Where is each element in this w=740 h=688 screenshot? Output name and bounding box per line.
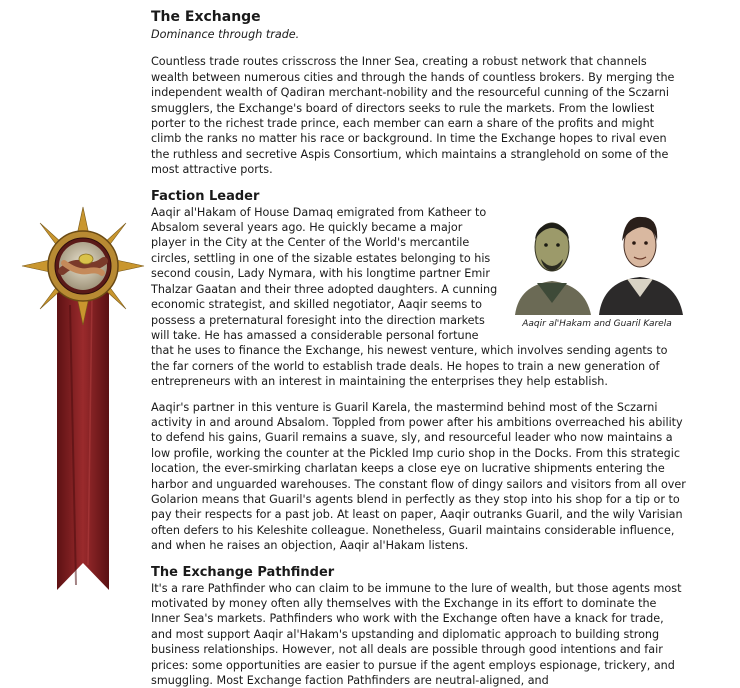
portrait-illustration xyxy=(507,207,687,317)
partner-paragraph: Aaqir's partner in this venture is Guaril Karela, the mastermind behind most of the Sczarni activity in and around Absalom. Toppled from power after his ambitions overreached his ability to defend his gains, Guaril remains a suave, sly, and resourceful leader who now maintains a low profile, working the counter at the Pickled Imp curio shop in the Docks. From this strategic location, the ever-smirking charlatan keeps a close eye on lucrative shipments entering the harbor and unguarded warehouses. The constant flow of dingy sailors and visitors from all over Golarion means that Guaril's agents blend in perfectly as they stop into his shop for a tip or to pay their respects for a past job. At least on paper, Aaqir outranks Guaril, and the wily Varisian often defers to his Keleshite colleague. Nonetheless, Guaril maintains considerable influence, and when he raises an objection, Aaqir al'Hakam listens. xyxy=(151,400,686,553)
pathfinder-paragraph: It's a rare Pathfinder who can claim to be immune to the lure of wealth, but those agents most motivated by money often ally themselves with the Exchange in its effort to dominate the Inner Sea's markets. Pathfinders who work with the Exchange often have a knack for trade, and most support Aaqir al'Hakam's upstanding and diplomatic approach to building strong business relationships. However, not all deals are possible through good intentions and fair prices: some opportunities are easier to pursue if the agent employs espionage, trickery, and smuggling. Most Exchange faction Pathfinders are neutral-aligned, and xyxy=(151,581,682,688)
faction-leader-heading: Faction Leader xyxy=(151,188,260,204)
document-body xyxy=(151,8,687,688)
aaqir-portrait xyxy=(515,223,591,315)
guaril-portrait xyxy=(599,217,683,315)
page-title: The Exchange xyxy=(151,9,261,25)
pathfinder-heading: The Exchange Pathfinder xyxy=(151,564,335,580)
leader-paragraph: Aaqir al'Hakam of House Damaq emigrated from Katheer to Absalom several years ago. He quickly became a major player in the City at the Center of the World's mercantile circles, settling in one of the sizable estates belonging to his second cousin, Lady Nymara, with his longtime partner Emir Thalzar Gaatan and their three adopted daughters. A cunning economic strategist, and skilled negotiator, Aaqir seems to possess a preternatural foresight into the direction markets will take. He has amassed a considerable personal fortune that he uses to finance the Exchange, his newest venture, which involves sending agents to the far corners of the world to establish trade deals. He hopes to train a new generation of entrepreneurs with an interest in maintaining the enterprises they help establish. xyxy=(151,205,668,389)
faction-banner xyxy=(22,205,144,595)
intro-paragraph: Countless trade routes crisscross the Inner Sea, creating a robust network that channels wealth between numerous cities and through the hands of countless brokers. By merging the independent wealth of Qadiran merchant-nobility and the resourceful cunning of the Sczarni smugglers, the Exchange's board of directors seeks to rule the markets. From the lowliest porter to the richest trade prince, each member can earn a share of the profits and might climb the ranks no matter his race or background. In time the Exchange hopes to rival even the ruthless and secretive Aspis Consortium, which maintains a stranglehold on some of the most attractive ports. xyxy=(151,55,675,177)
leader-portraits xyxy=(507,207,687,331)
page-subtitle: Dominance through trade. xyxy=(151,28,300,41)
portrait-caption: Aaqir al'Hakam and Guaril Karela xyxy=(522,318,672,329)
